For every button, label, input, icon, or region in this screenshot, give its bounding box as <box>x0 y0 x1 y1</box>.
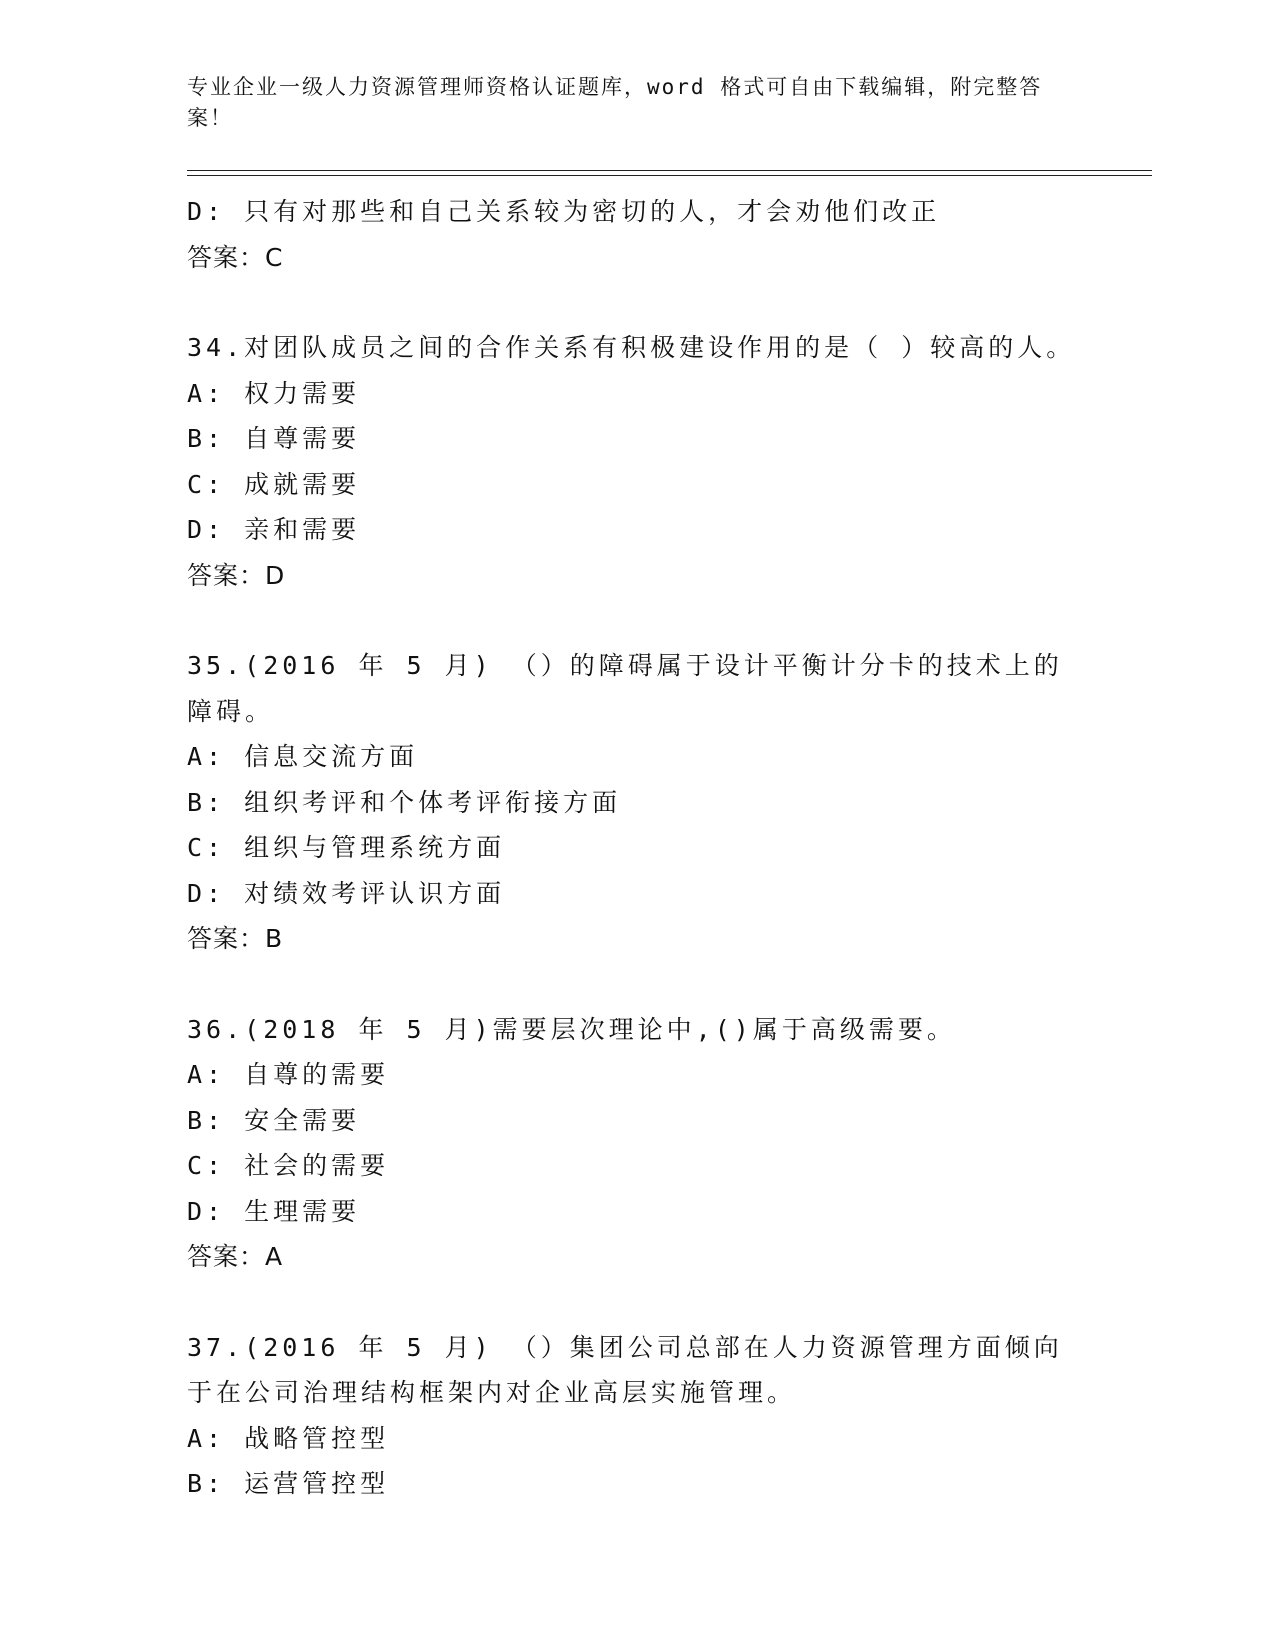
question-answer: 答案：B <box>187 924 284 953</box>
question-34 <box>187 325 1087 598</box>
question-36 <box>187 1007 1087 1280</box>
option-b: B: 组织考评和个体考评衔接方面 <box>187 787 622 817</box>
question-37 <box>187 1325 1087 1507</box>
page-header: 专业企业一级人力资源管理师资格认证题库，word 格式可自由下载编辑，附完整答案！ <box>187 75 1043 130</box>
prev-option-d: D: 只有对那些和自己关系较为密切的人，才会劝他们改正 <box>187 197 941 226</box>
option-a: A: 战略管控型 <box>187 1423 390 1453</box>
option-c: C: 社会的需要 <box>187 1151 390 1180</box>
option-d: D: 对绩效考评认识方面 <box>187 878 506 908</box>
spacer <box>187 1280 1087 1325</box>
option-a: A: 自尊的需要 <box>187 1060 390 1089</box>
option-d: D: 生理需要 <box>187 1196 361 1226</box>
question-stem: 34.对团队成员之间的合作关系有积极建设作用的是（ ）较高的人。 <box>187 333 1076 362</box>
option-b: B: 安全需要 <box>187 1105 361 1135</box>
prev-answer: 答案：C <box>187 242 284 272</box>
spacer <box>187 962 1087 1007</box>
spacer <box>187 598 1087 643</box>
header-rule-bottom <box>187 175 1152 176</box>
option-d: D: 亲和需要 <box>187 515 361 544</box>
question-stem: 36.(2018 年 5 月)需要层次理论中,()属于高级需要。 <box>187 1014 956 1044</box>
question-list <box>187 189 1087 1507</box>
option-b: B: 运营管控型 <box>187 1469 390 1498</box>
question-35 <box>187 643 1087 962</box>
question-stem: 37.(2016 年 5 月) （）集团公司总部在人力资源管理方面倾向于在公司治理结构框架内对企业高层实施管理。 <box>187 1332 1063 1407</box>
spacer <box>187 280 1087 325</box>
option-c: C: 成就需要 <box>187 469 361 499</box>
header-rule-top <box>187 170 1152 171</box>
question-answer: 答案：A <box>187 1242 284 1271</box>
option-c: C: 组织与管理系统方面 <box>187 833 506 862</box>
option-a: A: 信息交流方面 <box>187 742 419 771</box>
question-answer: 答案：D <box>187 560 286 590</box>
option-a: A: 权力需要 <box>187 378 361 408</box>
question-stem: 35.(2016 年 5 月) （）的障碍属于设计平衡计分卡的技术上的障碍。 <box>187 651 1063 726</box>
option-b: B: 自尊需要 <box>187 424 361 453</box>
